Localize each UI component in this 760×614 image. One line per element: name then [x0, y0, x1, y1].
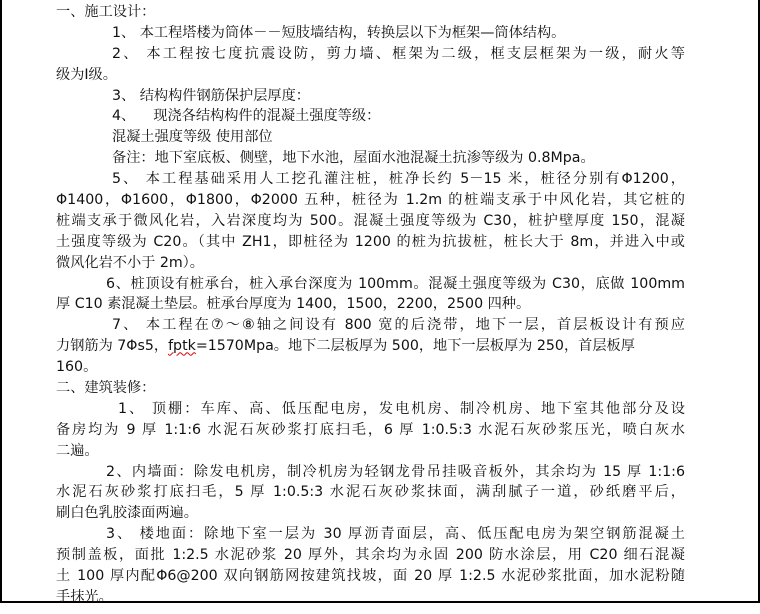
paragraph-line: 混凝土强度等级 使用部位 [112, 129, 273, 146]
paragraph-line: 级为Ⅰ级。 [56, 66, 117, 83]
section-heading: 二、建筑装修： [56, 380, 156, 397]
paragraph-line: 手抹光。 [56, 588, 113, 605]
paragraph-line: 厚 C10 素混凝土垫层。桩承台厚度为 1400，1500，2200，2500 四种。 [56, 296, 531, 313]
paragraph-line: 预制盖板，面批 1:2.5 水泥砂浆 20 厚外，其余均为永固 200 防水涂层，用 C20 细石混凝 [56, 547, 685, 564]
paragraph-line: 土强度等级为 C20。（其中 ZH1，即桩径为 1200 的桩为抗拔桩，桩长大于 8m，并进入中或 [56, 233, 685, 250]
document-body [56, 2, 685, 608]
paragraph-line: 备房均为 9 厚 1:1:6 水泥石灰砂浆打底扫毛，6 厚 1:0.5:3 水泥石灰砂浆压光，喷白灰水 [56, 421, 685, 438]
paragraph-line: Φ1400，Φ1600，Φ1800，Φ2000 五种，桩径为 1.2m 的桩端支承于中风化岩，其它桩的 [56, 192, 685, 209]
paragraph-line: 7、 本工程在⑦～⑧轴之间设有 800 宽的后浇带，地下一层，首层板设计有预应 [112, 317, 685, 334]
paragraph-line: 刷白色乳胶漆面两遍。 [56, 505, 198, 522]
paragraph-line: 二遍。 [56, 442, 99, 459]
spellcheck-flagged-word: fptk [168, 338, 196, 355]
paragraph-line [56, 336, 685, 357]
paragraph-line: 3、 楼地面：除地下室一层为 30 厚沥青面层，高、低压配电房为架空钢筋混凝土 [106, 526, 685, 543]
paragraph-line: 水泥石灰砂浆打底扫毛，5 厚 1:0.5:3 水泥石灰砂浆抹面，满刮腻子一道，砂纸磨平后， [56, 484, 685, 501]
paragraph-line: 微风化岩不小于 2m）。 [56, 254, 204, 271]
paragraph-line: 2、 本工程按七度抗震设防，剪力墙、框架为二级，框支层框架为一级，耐火等 [112, 45, 685, 62]
paragraph-line: 土 100 厚内配Φ6@200 双向钢筋网按建筑找坡，面 20 厚 1:2.5 水泥砂浆批面，加水泥粉随 [56, 568, 685, 585]
paragraph-line: 3、 结构构件钢筋保护层厚度： [112, 87, 310, 104]
text-run: 力钢筋为 7Φs5， [56, 338, 169, 355]
paragraph-line: 1、 顶棚：车库、高、低压配电房，发电机房、制冷机房、地下室其他部分及设 [118, 400, 685, 417]
section-heading: 一、施工设计： [56, 4, 156, 20]
paragraph-line: 5、 本工程基础采用人工挖孔灌注桩，桩净长约 5－15 米，桩径分别有Φ1200， [112, 171, 685, 188]
paragraph-line: 4、 现浇各结构构件的混凝土强度等级： [112, 108, 381, 125]
paragraph-line: 1、 本工程塔楼为筒体－－短肢墙结构，转换层以下为框架—筒体结构。 [112, 24, 566, 41]
paragraph-line: 桩端支承于微风化岩，入岩深度均为 500。混凝土强度等级为 C30，桩护壁厚度 150，混凝 [56, 212, 685, 229]
paragraph-line: 备注：地下室底板、侧壁，地下水池，屋面水池混凝土抗渗等级为 0.8Mpa。 [112, 150, 595, 167]
paragraph-line: 2、内墙面：除发电机房，制冷机房为轻钢龙骨吊挂吸音板外，其余均为 15 厚 1:1:6 [106, 463, 685, 480]
paragraph-line: 160。 [56, 359, 98, 376]
paragraph-line: 6、桩顶设有桩承台，桩入承台深度为 100mm。混凝土强度等级为 C30，底做 100mm [106, 275, 685, 292]
text-run: =1570Mpa。地下二层板厚为 500，地下一层板厚为 250，首层板厚 [195, 338, 635, 355]
